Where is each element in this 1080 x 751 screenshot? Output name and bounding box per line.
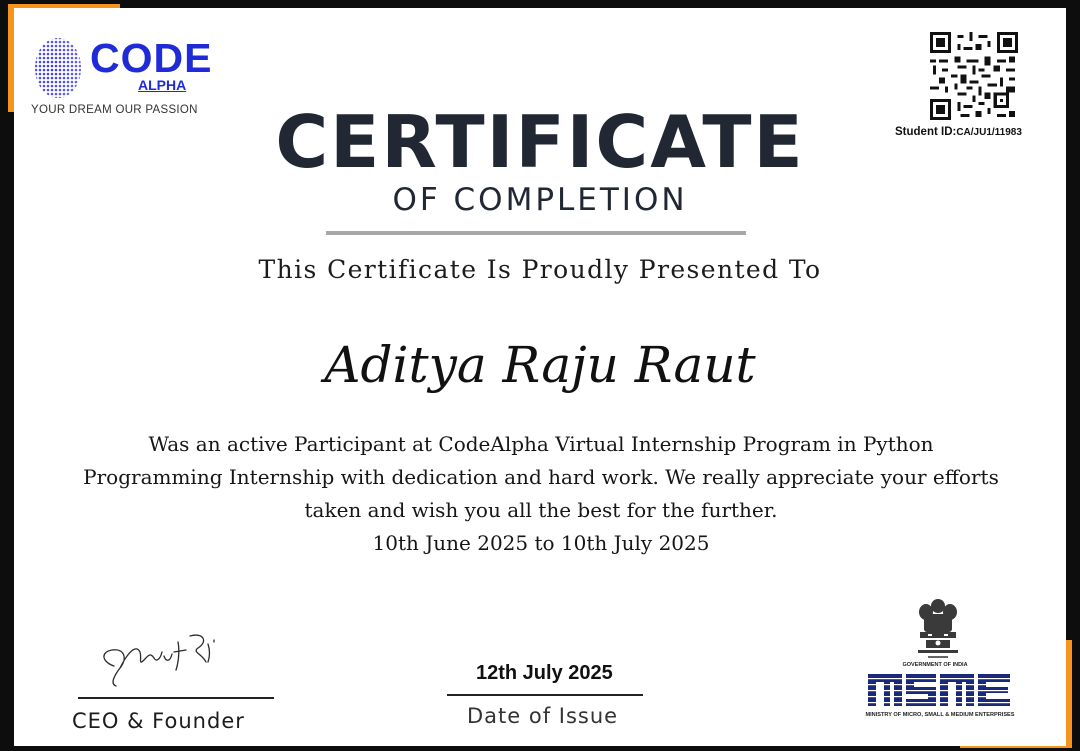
issue-date: 12th July 2025	[476, 662, 613, 684]
msme-logo-icon	[868, 670, 1010, 710]
student-id-value: CA/JU1/11983	[956, 127, 1022, 138]
logo-sub-text: ALPHA	[138, 77, 187, 93]
ceo-signature	[94, 622, 224, 692]
logo-tagline: YOUR DREAM OUR PASSION	[31, 104, 198, 116]
globe-logo-icon	[34, 36, 86, 100]
certificate-subtitle: OF COMPLETION	[392, 182, 688, 218]
date-line	[447, 694, 643, 696]
presented-to-text: This Certificate Is Proudly Presented To	[258, 255, 822, 284]
title-divider	[326, 231, 746, 235]
signature-line	[78, 697, 274, 699]
ministry-label: MINISTRY OF MICRO, SMALL & MEDIUM ENTERPRISES	[865, 712, 1015, 718]
national-emblem-icon	[906, 596, 970, 664]
government-of-india-label: GOVERNMENT OF INDIA	[902, 662, 968, 668]
certificate-title: CERTIFICATE	[275, 100, 805, 184]
logo-brand-text: CODE	[90, 35, 213, 81]
signer-role: CEO & Founder	[72, 709, 245, 733]
certificate-body	[60, 428, 1022, 560]
recipient-name: Aditya Raju Raut	[324, 336, 756, 394]
body-line: taken and wish you all the best for the further.	[304, 498, 778, 522]
internship-period: 10th June 2025 to 10th July 2025	[372, 531, 710, 555]
issue-date-label: Date of Issue	[467, 704, 619, 728]
student-id-label: Student ID:	[895, 126, 957, 138]
body-line: Programming Internship with dedication and hard work. We really appreciate your efforts	[83, 465, 999, 489]
body-line: Was an active Participant at CodeAlpha Virtual Internship Program in Python	[148, 432, 934, 456]
